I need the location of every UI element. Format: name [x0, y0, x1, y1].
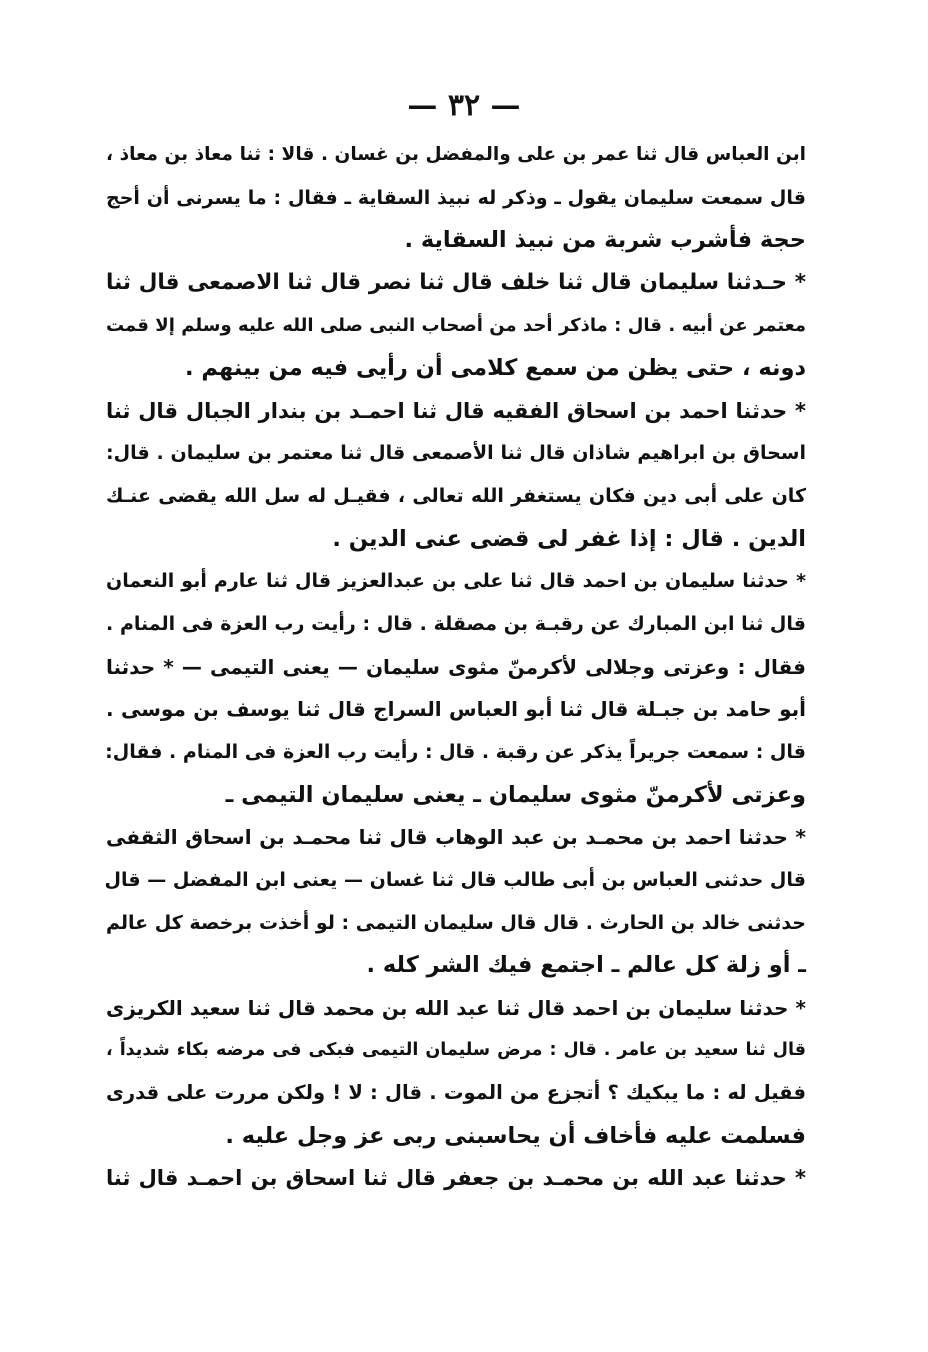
text-line: معتمر عن أبيه . قال : ماذكر أحد من أصحاب النبى صلى الله عليه وسلم إلا قمت: [106, 314, 806, 336]
text-line: قال ثنا ابن المبارك عن رقبـة بن مصقلة . قال : رأيت رب العزة فى المنام .: [106, 613, 806, 636]
text-line: * حدثنا عبد الله بن محمـد بن جعفر قال ثنا اسحاق بن احمـد قال ثنا: [106, 1166, 806, 1191]
text-line: اسحاق بن ابراهيم شاذان قال ثنا الأصمعى قال ثنا معتمر بن سليمان . قال:: [106, 442, 806, 465]
text-line: * حـدثنا سليمان قال ثنا خلف قال ثنا نصر قال ثنا الاصمعى قال ثنا: [106, 269, 806, 295]
text-line: * حدثنا احمد بن محمـد بن عبد الوهاب قال ثنا محمـد بن اسحاق الثقفى: [106, 825, 806, 850]
text-body: [106, 134, 806, 1200]
text-line: * حدثنا سليمان بن احمد قال ثنا عبد الله بن محمد قال ثنا سعيد الكريزى: [106, 995, 806, 1020]
text-line: دونه ، حتى يظن من سمع كلامى أن رأيى فيه من بينهم .: [185, 355, 806, 382]
text-line: حجة فأشرب شربة من نبيذ السقاية .: [404, 227, 806, 254]
text-line: ابن العباس قال ثنا عمر بن على والمفضل بن غسان . قالا : ثنا معاذ بن معاذ ،: [106, 144, 806, 165]
page-number: — ٣٢ —: [407, 88, 521, 123]
text-line: قال حدثنى العباس بن أبى طالب قال ثنا غسان — يعنى ابن المفضل — قال: [104, 868, 806, 891]
text-line: فقيل له : ما يبكيك ؟ أتجزع من الموت . قال : لا ! ولكن مررت على قدرى: [106, 1081, 806, 1105]
text-line: قال ثنا سعيد بن عامر . قال : مرض سليمان التيمى فبكى فى مرضه بكاء شديداً ،: [106, 1040, 806, 1061]
text-line: * حدثنا احمد بن اسحاق الفقيه قال ثنا احمـد بن بندار الجبال قال ثنا: [106, 398, 806, 423]
text-line: فقال : وعزتى وجلالى لأكرمنّ مثوى سليمان — يعنى التيمى — * حدثنا: [106, 654, 806, 679]
text-line: قال : سمعت جريراً يذكر عن رقبة . قال : رأيت رب العزة فى المنام . فقال:: [105, 740, 806, 763]
text-line: الدين . قال : إذا غفر لى قضى عنى الدين .: [332, 525, 806, 552]
text-line: حدثنى خالد بن الحارث . قال قال سليمان التيمى : لو أخذت برخصة كل عالم: [106, 911, 806, 934]
text-line: كان على أبى دين فكان يستغفر الله تعالى ، فقيـل له سل الله يقضى عنـك: [106, 485, 806, 508]
text-line: وعزتى لأكرمنّ مثوى سليمان ـ يعنى سليمان التيمى ـ: [225, 781, 806, 808]
text-line: قال سمعت سليمان يقول ـ وذكر له نبيذ السقاية ـ فقال : ما يسرنى أن أحج: [106, 186, 806, 209]
text-line: فسلمت عليه فأخاف أن يحاسبنى ربى عز وجل عليه .: [225, 1122, 806, 1149]
text-line: أبو حامد بن جبـلة قال ثنا أبو العباس السراج قال ثنا يوسف بن موسى .: [106, 697, 806, 722]
text-line: ـ أو زلة كل عالم ـ اجتمع فيك الشر كله .: [366, 952, 806, 979]
text-line: * حدثنا سليمان بن احمد قال ثنا على بن عبدالعزيز قال ثنا عارم أبو النعمان: [106, 570, 806, 593]
